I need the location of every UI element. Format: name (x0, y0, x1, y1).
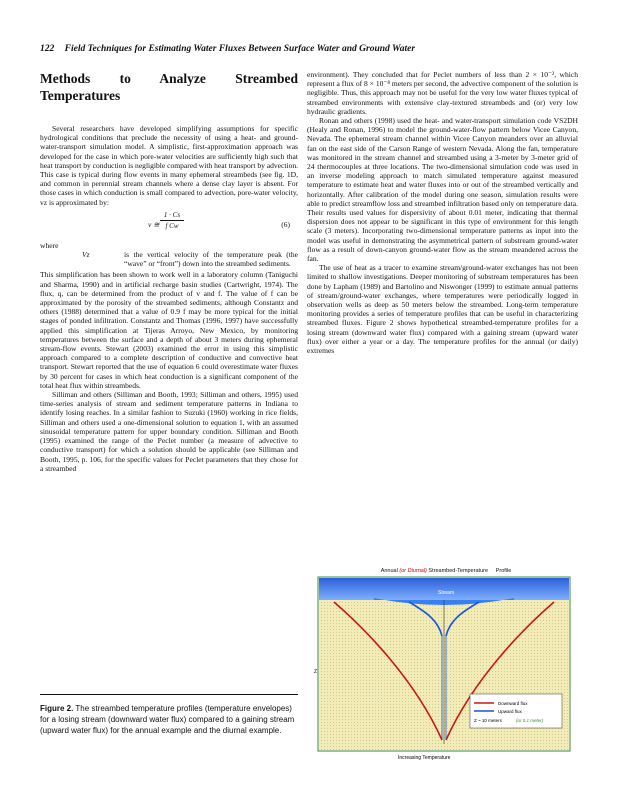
page-number: 122 (40, 44, 55, 54)
title-annual: Annual (380, 568, 398, 574)
fraction-bar (160, 220, 184, 221)
paragraph: Several researchers have developed simplifying assumptions for specific hydrological conditions that preclude the necessity of using a heat- and ground-water-transport simulation model. A simplistic, first-approximation approach was developed for the case in which pore-water velocities are sufficiently high such that heat transport by conduction is negligible compared with heat transport by advection. This case is typical during flow events in many ephemeral streambeds (see fig. 1D, and common in perennial stream channels where a dense clay layer is absent. For those cases in which conduction is small compared to advection, pore-water velocity, vz is approximated by: (40, 124, 298, 207)
figure-2 (314, 568, 578, 760)
equation-6 (40, 211, 298, 237)
equation-lhs: v ≅ (148, 219, 160, 229)
running-title: Field Techniques for Estimating Water Fluxes Between Surface Water and Ground Water (64, 44, 416, 54)
paragraph: This simplification has been shown to work well in a laboratory column (Taniguchi and Sharma, 1990) and in artificial recharge basin studies (Cartwright, 1974). The flux, q, can be determined from the product of v and f. The value of f can be approximated by the porosity of the streambed sediments, although Constantz and others (1988) determined that a value of 0.9 f may be more typical for the initial stages of ponded infiltration. Constantz and Thomas (1996, 1997) have successfully applied this simplification at Tijeras Arroyo, New Mexico, by monitoring temperatures between the surface and a depth of about 3 meters during ephemeral stream-flow events. Stewart (2003) examined the error in using this simplistic approach compared to a complete description of conductive and convective heat transport. Stewart reported that the use of equation 6 could overestimate water fluxes by 30 percent for cases in which heat conduction is a significant component of the total heat flux within streambeds. (40, 270, 298, 390)
profile-diagram (314, 568, 578, 760)
z-axis-label: Z (314, 669, 318, 675)
title-profile: Profile (495, 568, 512, 574)
legend-scale: Z ~ 10 meters (474, 718, 502, 723)
paragraph: environment). They concluded that for Peclet numbers of less than 2 × 10⁻², which represent a flux of 8 × 10⁻⁸ meters per second, the advective component of the solution is negligible. Thus, this approach may not be useful for the very low water fluxes typical of streambed environments with extensive clay-textured streambeds and (or) very low hydraulic gradients. (307, 70, 578, 116)
legend-upward: Upward flux (498, 709, 522, 714)
equation-fraction (160, 211, 184, 230)
title-streambed-temperature: Streambed-Temperature (428, 568, 489, 574)
left-column (40, 70, 298, 473)
equation-denominator: f Cw (165, 221, 179, 230)
section-title: Methods to Analyze Streambed Temperatures (40, 71, 298, 103)
figure-label: Figure 2. (40, 704, 74, 713)
legend (470, 694, 562, 728)
paragraph: Silliman and others (Silliman and Booth, 1993; Silliman and others, 1995) used time-series analysis of stream and sediment temperature patterns in Indiana to identify losing reaches. In a similar fashion to Suzuki (1960) working in rice fields, Silliman and others used a one-dimensional solution to equation 1, with an assumed sinusoidal temperature pattern for upper boundary condition. Silliman and Booth (1995) examined the range of the Peclet number (a measure of advective to conductive transport) for which a solution should be applicable (see Silliman and Booth, 1995, p. 106, for the specific values for Peclet parameters that they chose for a streambed (40, 390, 298, 473)
legend-downward: Downward flux (498, 701, 528, 706)
sky-band (319, 578, 569, 600)
running-header (40, 44, 415, 54)
figure-caption (40, 694, 298, 736)
caption-text: The streambed temperature profiles (temperature envelopes) for a losing stream (downward water flux) compared to a gaining stream (upward water flux) for the annual example and the diurnal example. (40, 704, 295, 735)
variable-description: is the vertical velocity of the temperature peak (the “wave” or “front”) down into the streambed sediments. (124, 250, 298, 269)
equation-number: (6) (281, 219, 290, 229)
variable-definition (40, 250, 298, 268)
paragraph: Ronan and others (1998) used the heat- and water-transport simulation code VS2DH (Healy and Ronan, 1996) to model the ground-water-flow pattern below Vicee Canyon, Nevada. The ephemeral stream channel within Vicee Canyon meanders over an alluvial fan on the east side of the Carson Range of western Nevada. Along the fan, temperature was monitored in the stream channel and streambed using a 3-meter by 3-meter grid of 24 thermocouples at three locations. The two-dimensional simulation code was used in an inverse modeling approach to match simulated temperature against measured temperature to estimate heat and water fluxes into or out of the streambed vertically and horizontally. After calibration of the model during one season, simulation results were able to predict streamflow loss and streambed infiltration based only on temperature data. Their results used values for dispersivity of about 0.01 meter, indicating that thermal dispersion does not appear to be significant in this type of environment for this length scale (3 meters). Incorporating two-dimensional temperature patterns as input into the model was useful in demonstrating the asymmetrical pattern of substream ground-water flow as a result of down-canyon ground-water flow as the stream meandered across the fan. (307, 116, 578, 264)
x-axis-label: Increasing Temperature (398, 755, 451, 760)
legend-scale-diurnal: (or 0.1 meter) (516, 718, 544, 723)
equation-numerator: 1 · Cs (163, 210, 181, 219)
stream-label: Stream (438, 590, 455, 596)
right-column (307, 70, 578, 355)
title-diurnal: (or Diurnal) (399, 568, 427, 574)
variable-term: Vz (82, 250, 90, 260)
paragraph: The use of heat as a tracer to examine stream/ground-water exchanges has not been limited to shallow investigations. Deeper monitoring of substream temperatures has been done by Lapham (1989) and Bartolino and Niswonger (1999) to estimate annual patterns of stream/ground-water exchanges, where temperatures were periodically logged in observation wells as deep as 50 meters below the streambed. Long-term temperature monitoring provides a series of temperature profiles that can be useful in characterizing streambed fluxes. Figure 2 shows hypothetical streambed-temperature profiles for a losing stream (downward water flux) compared with a gaining stream (upward water flux) over either a year or a day. The temperature profiles for the annual (or daily) extremes (307, 263, 578, 356)
where-label: where (40, 240, 59, 250)
